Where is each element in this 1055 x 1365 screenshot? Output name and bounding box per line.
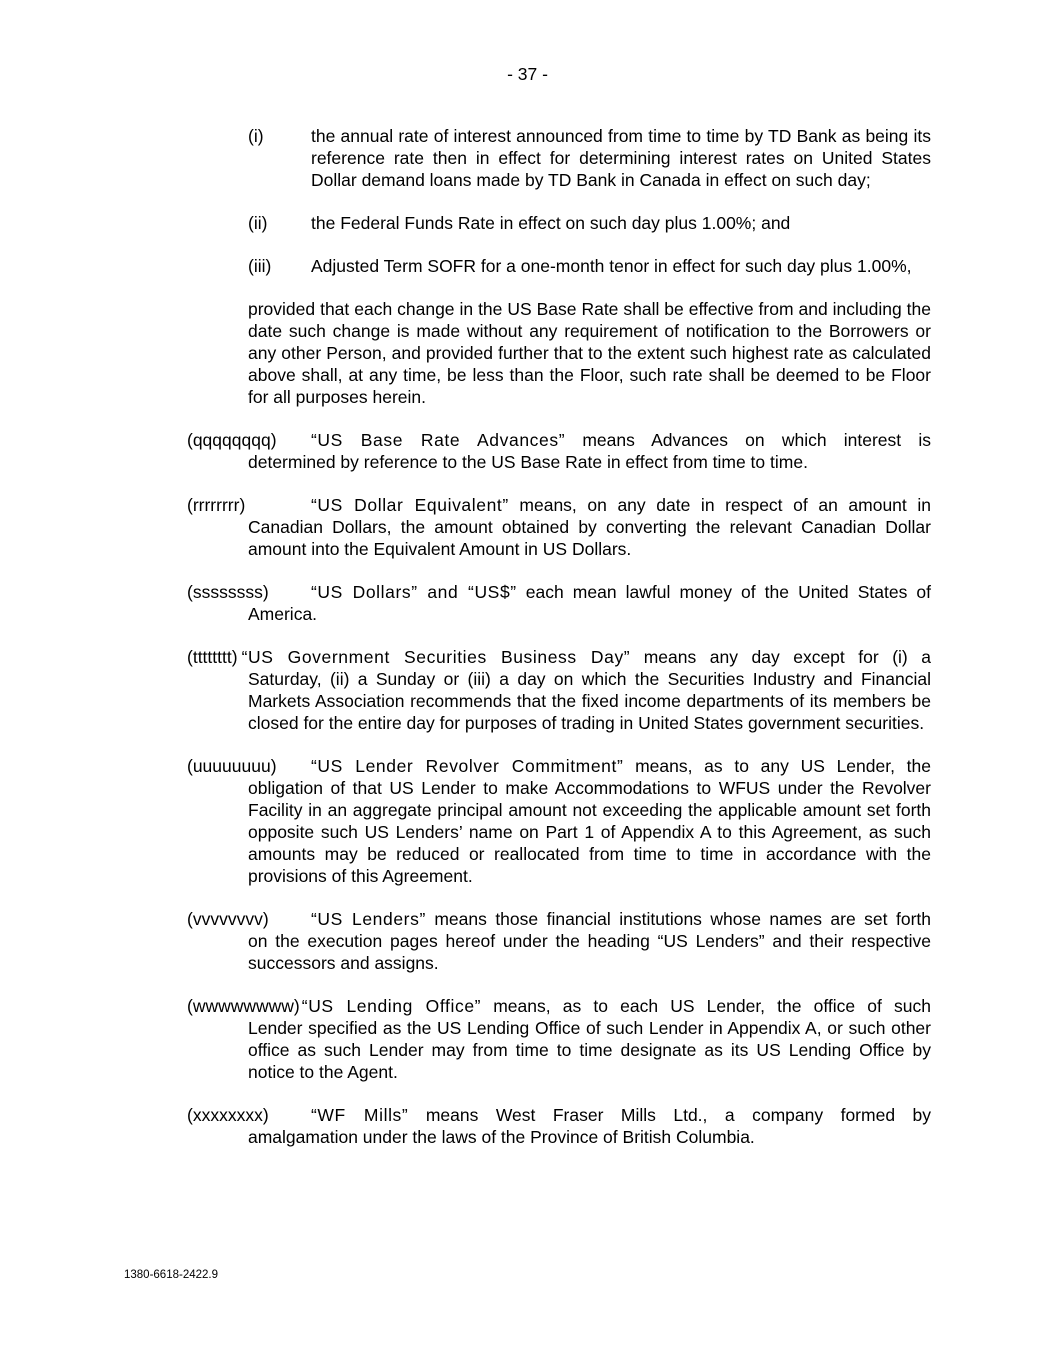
definition-term: “WF Mills” [311,1105,409,1125]
definition-first-line: means those financial institutions whose names are set forth [425,909,931,929]
definition-term: “US Base Rate Advances” [311,430,566,450]
sub-item-iii [248,255,931,277]
definition-text: America. [248,604,318,624]
definition-term: “US Lenders” [311,909,426,929]
definition-us-government-securities-business-day [187,646,931,734]
definition-first-line: means West Fraser Mills Ltd., a company formed by [408,1105,932,1125]
sub-item-i [248,125,931,191]
definition-term: “US Dollars” and “US$” [311,582,517,602]
definition-text: Saturday, (ii) a Sunday or (iii) a day on which the Securities Industry and Financial Markets Association recommends that the fixed income departments of its members be closed for the entire day for purposes of trading in United States government securities. [248,669,931,733]
definition-term: “US Dollar Equivalent” [311,495,509,515]
sub-item-number: (i) [248,126,264,146]
sub-item-text: the annual rate of interest announced from time to time by TD Bank as being its reference rate then in effect for determining interest rates on United States Dollar demand loans made by TD Bank in Canada in effect on such day; [311,126,931,190]
definition-number: (uuuuuuuu) [187,756,277,776]
definition-term: “US Lending Office” [301,996,482,1016]
definition-text: Lender specified as the US Lending Office of such Lender in Appendix A, or such other office as such Lender may from time to time designate as its US Lending Office by notice to the Agent. [248,1018,931,1082]
definition-first-line: means Advances on which interest is [565,430,931,450]
definition-first-line: each mean lawful money of the United States of [516,582,931,602]
definition-us-lenders [187,908,931,974]
definition-us-lender-revolver-commitment [187,755,931,887]
definition-text: obligation of that US Lender to make Accommodations to WFUS under the Revolver Facility in an aggregate principal amount not exceeding the applicable amount set forth opposite such US Lenders’ name on Part 1 of Appendix A to this Agreement, as such amounts may be reduced or reallocated from time to time in accordance with the provisions of this Agreement. [248,778,931,886]
definition-wf-mills [187,1104,931,1148]
definition-us-dollar-equivalent [187,494,931,560]
definition-term: “US Lender Revolver Commitment” [311,756,624,776]
definition-text: determined by reference to the US Base Rate in effect from time to time. [248,452,808,472]
document-id: 1380-6618-2422.9 [124,1269,218,1281]
definition-number: (ssssssss) [187,582,269,602]
definition-text: Canadian Dollars, the amount obtained by converting the relevant Canadian Dollar amount into the Equivalent Amount in US Dollars. [248,517,931,559]
definition-number: (wwwwwwww) [187,996,300,1016]
sub-item-text: the Federal Funds Rate in effect on such day plus 1.00%; and [311,213,791,233]
definition-first-line: means, as to any US Lender, the [623,756,931,776]
definition-number: (qqqqqqqq) [187,430,277,450]
definition-first-line: means, as to each US Lender, the office of such [481,996,931,1016]
page-number: - 37 - [507,64,548,84]
definition-term: “US Government Securities Business Day” [241,647,631,667]
definition-number: (rrrrrrrr) [187,495,246,515]
definition-us-lending-office [187,995,931,1083]
sub-item-ii [248,212,931,234]
definition-number: (vvvvvvvv) [187,909,269,929]
definition-us-base-rate-advances [187,429,931,473]
definition-number: (tttttttt) [187,647,238,667]
definition-first-line: means any day except for (i) a [630,647,931,667]
definition-us-dollars [187,581,931,625]
sub-item-number: (iii) [248,256,272,276]
sub-item-text: Adjusted Term SOFR for a one-month tenor in effect for such day plus 1.00%, [311,256,912,276]
definition-first-line: means, on any date in respect of an amount in [508,495,931,515]
document-body [187,125,931,1169]
definition-text: amalgamation under the laws of the Province of British Columbia. [248,1127,755,1147]
sub-item-number: (ii) [248,213,268,233]
proviso-paragraph: provided that each change in the US Base Rate shall be effective from and including the date such change is made without any requirement of notification to the Borrowers or any other Person, and provided further that to the extent such highest rate as calculated above shall, at any time, be less than the Floor, such rate shall be deemed to be Floor for all purposes herein. [248,299,931,407]
definition-number: (xxxxxxxx) [187,1105,269,1125]
definition-text: on the execution pages hereof under the heading “US Lenders” and their respective successors and assigns. [248,931,931,973]
